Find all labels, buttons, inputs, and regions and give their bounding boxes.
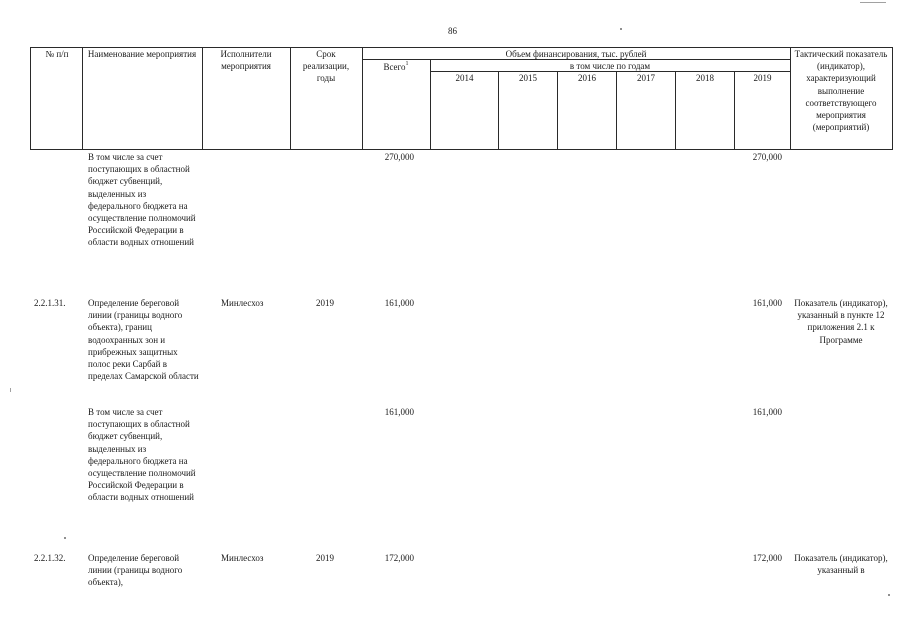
- header-year-2017: 2017: [637, 73, 655, 83]
- header-year-2018: 2018: [696, 73, 714, 83]
- row-3-name: В том числе за счет поступающих в областной бюджет субвенций, выделенных из федерального бюджета на осуществление полномочий Российской Федерации в области водных отношений: [88, 407, 196, 503]
- header-total: [366, 61, 426, 73]
- header-name: Наименование мероприятия: [87, 49, 197, 59]
- row-4-period: 2019: [316, 553, 334, 563]
- header-number: № п/п: [45, 49, 69, 59]
- row-2-number: 2.2.1.31.: [34, 298, 66, 308]
- row-1-total: 270,000: [384, 152, 414, 162]
- row-3-2019: 161,000: [752, 407, 782, 417]
- row-4-executor: Минлесхоз: [221, 553, 264, 563]
- row-2-period: 2019: [316, 298, 334, 308]
- scan-speck: [888, 594, 890, 596]
- row-2-total: 161,000: [384, 298, 414, 308]
- header-col-divider: [82, 47, 83, 150]
- header-total-footnote: 1: [405, 61, 409, 67]
- row-4-number: 2.2.1.32.: [34, 553, 66, 563]
- header-col-divider: [202, 47, 203, 150]
- header-bottom-border: [30, 149, 892, 150]
- header-funding-group: Объем финансирования, тыс. рублей: [505, 49, 647, 59]
- header-executors: Исполнители мероприятия: [220, 49, 272, 72]
- row-3-total: 161,000: [384, 407, 414, 417]
- scan-speck: [64, 537, 66, 539]
- header-col-divider: [30, 47, 31, 150]
- row-4-2019: 172,000: [752, 553, 782, 563]
- row-4-indicator: Показатель (индикатор), указанный в: [794, 553, 888, 576]
- scan-speck: [10, 388, 11, 392]
- row-1-name: В том числе за счет поступающих в областной бюджет субвенций, выделенных из федерального бюджета на осуществление полномочий Российской Федерации в области водных отношений: [88, 152, 196, 248]
- row-4-total: 172,000: [384, 553, 414, 563]
- header-year-2014: 2014: [455, 73, 474, 83]
- header-col-divider: [362, 47, 363, 150]
- header-year-2019: 2019: [753, 73, 772, 83]
- header-col-divider: [290, 47, 291, 150]
- header-col-divider: [892, 47, 893, 150]
- scan-speck: [620, 28, 622, 30]
- row-2-2019: 161,000: [752, 298, 782, 308]
- row-2-name: Определение береговой линии (границы водного объекта), границ водоохранных зон и прибрежных защитных полос реки Сарбай в пределах Самарской области: [88, 298, 199, 382]
- header-year-2015: 2015: [519, 73, 537, 83]
- header-indicator: Тактический показатель (индикатор), характеризующий выполнение соответствующего мероприятия (мероприятий): [794, 49, 888, 133]
- row-1-2019: 270,000: [752, 152, 782, 162]
- header-period: Срок реализации, годы: [302, 49, 350, 84]
- row-2-indicator: Показатель (индикатор), указанный в пункте 12 приложения 2.1 к Программе: [794, 298, 888, 345]
- scan-speck: [860, 2, 886, 3]
- row-4-name: Определение береговой линии (границы водного объекта),: [88, 553, 183, 588]
- header-total-label: Всего: [383, 62, 406, 72]
- page-number: 86: [448, 26, 457, 36]
- row-2-executor: Минлесхоз: [221, 298, 264, 308]
- header-col-divider: [790, 47, 791, 150]
- header-by-year-group: в том числе по годам: [569, 61, 651, 71]
- header-year-2016: 2016: [578, 73, 596, 83]
